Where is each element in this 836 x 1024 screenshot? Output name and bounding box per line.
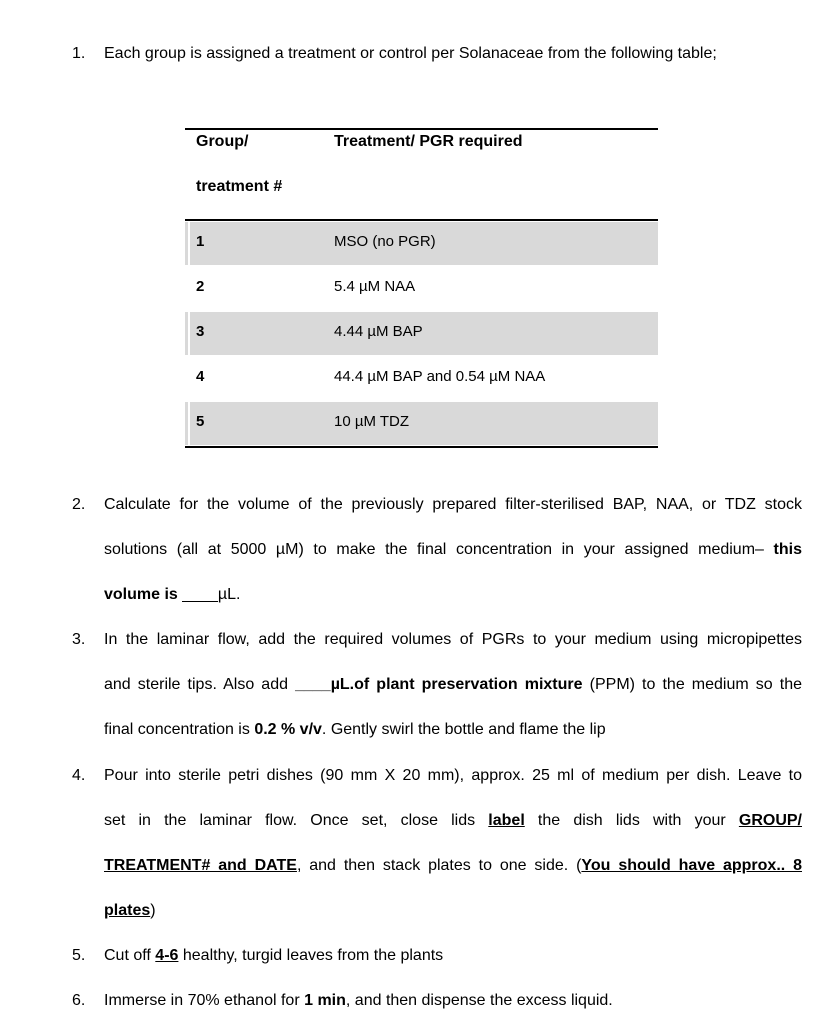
step-number: 1. <box>72 45 86 62</box>
step-number: 6. <box>72 992 86 1009</box>
table-bottom-rule <box>185 446 658 448</box>
step-text: final concentration is <box>104 721 250 738</box>
treatment-cell: MSO (no PGR) <box>334 233 436 250</box>
header-group-line2: treatment # <box>196 178 283 195</box>
step-text: , and then dispense the excess liquid. <box>345 992 613 1009</box>
emphasis-text: this <box>773 541 802 558</box>
step-line <box>104 676 802 694</box>
step-text: . Gently swirl the bottle and flame the lip <box>321 721 606 738</box>
treatment-table <box>185 128 658 448</box>
emphasis-text: You should have approx.. 8 <box>581 857 802 874</box>
step-text: set in the laminar flow. Once set, close lids <box>104 812 476 829</box>
step-text: solutions (all at 5000 µM) to make the final concentration in your assigned medium– <box>104 541 764 558</box>
answer-blank: ____ <box>295 676 331 693</box>
group-cell: 3 <box>196 323 205 340</box>
step-line <box>104 902 156 920</box>
step-line: Pour into sterile petri dishes (90 mm X 20 mm), approx. 25 ml of medium per dish. Leave to <box>104 767 802 784</box>
step-line <box>104 541 802 559</box>
table-row <box>185 267 658 310</box>
step-number: 5. <box>72 947 86 964</box>
step-text: ) <box>150 902 156 919</box>
emphasis-text: GROUP/ <box>738 812 802 829</box>
emphasis-text: label <box>488 812 525 829</box>
header-treatment: Treatment/ PGR required <box>334 133 523 150</box>
group-cell: 4 <box>196 368 205 385</box>
header-group-line1: Group/ <box>196 133 249 150</box>
step-text: , and then stack plates to one side. ( <box>296 857 582 874</box>
step-text: Cut off <box>104 947 151 964</box>
treatment-cell: 10 µM TDZ <box>334 413 410 430</box>
emphasis-text: 0.2 % v/v <box>254 721 322 738</box>
treatment-cell: 4.44 µM BAP <box>334 323 423 340</box>
emphasis-text: 1 min <box>304 992 346 1009</box>
treatment-cell: 44.4 µM BAP and 0.54 µM NAA <box>334 368 546 385</box>
step-text: the dish lids with your <box>537 812 726 829</box>
step-line <box>104 721 606 739</box>
answer-blank: ____ <box>182 586 218 603</box>
table-row <box>185 312 658 355</box>
step-text: healthy, turgid leaves from the plants <box>182 947 444 964</box>
emphasis-text: volume is <box>104 586 178 603</box>
emphasis-text: plates <box>104 902 151 919</box>
emphasis-text: µL.of plant preservation mixture <box>330 676 583 693</box>
group-cell: 2 <box>196 278 205 295</box>
step-line <box>104 947 443 965</box>
unit-text: µL. <box>217 586 241 603</box>
group-cell: 1 <box>196 233 205 250</box>
table-row <box>185 222 658 265</box>
step-line: In the laminar flow, add the required volumes of PGRs to your medium using micropipettes <box>104 631 802 648</box>
step-number: 3. <box>72 631 86 648</box>
table-header-rule <box>185 219 658 221</box>
step-line <box>104 992 613 1010</box>
table-row <box>185 402 658 445</box>
step-line <box>104 857 802 875</box>
column-gap <box>188 222 190 447</box>
emphasis-text: TREATMENT# and DATE <box>104 857 297 874</box>
step-number: 4. <box>72 767 86 784</box>
step-text: and sterile tips. Also add <box>104 676 288 693</box>
step-line: Calculate for the volume of the previously prepared filter-sterilised BAP, NAA, or TDZ stock <box>104 496 802 513</box>
step-line <box>104 812 802 830</box>
group-cell: 5 <box>196 413 205 430</box>
step-text: (PPM) to the medium so the <box>589 676 803 693</box>
step-line <box>104 586 240 604</box>
table-top-rule <box>185 128 658 130</box>
treatment-cell: 5.4 µM NAA <box>334 278 416 295</box>
step-text: Each group is assigned a treatment or control per Solanaceae from the following table; <box>104 45 717 62</box>
step-number: 2. <box>72 496 86 513</box>
step-text: Immerse in 70% ethanol for <box>104 992 300 1009</box>
table-row <box>185 357 658 400</box>
emphasis-text: 4-6 <box>155 947 179 964</box>
